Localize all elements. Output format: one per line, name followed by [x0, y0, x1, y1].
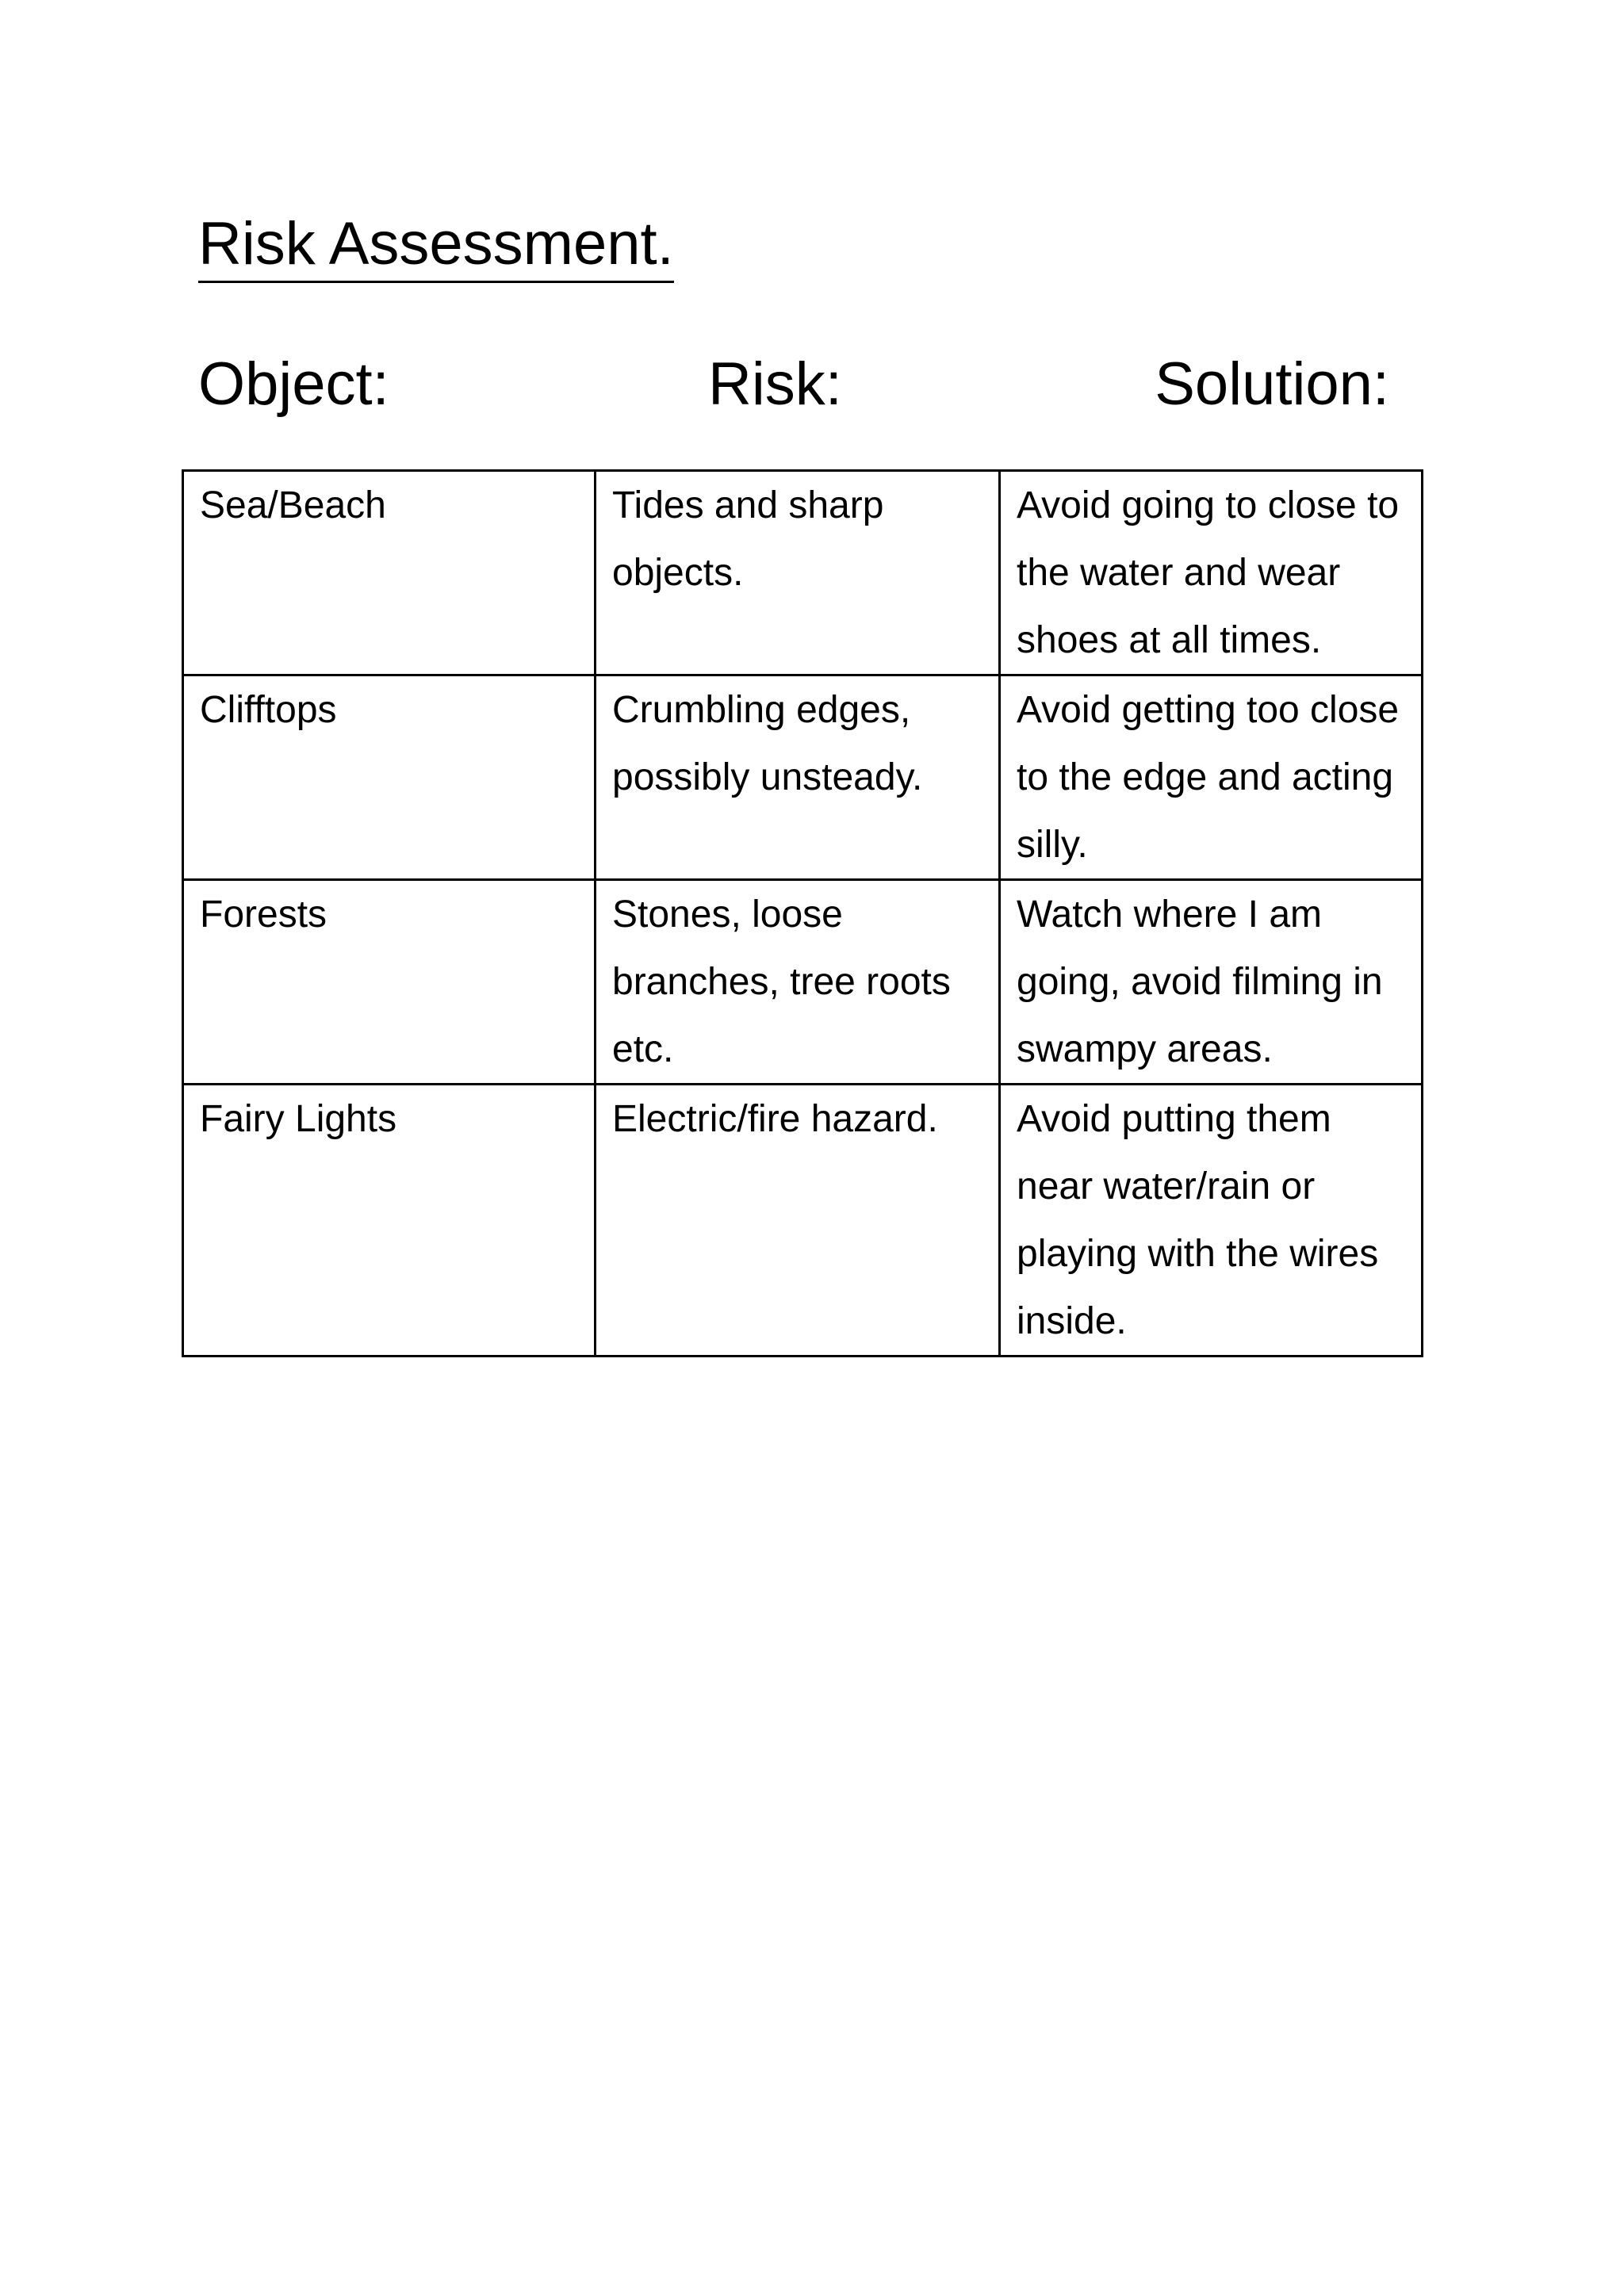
risk-cell: Tides and sharp objects. [596, 471, 1000, 675]
risk-heading: Risk: [708, 350, 842, 418]
solution-cell: Watch where I am going, avoid filming in swampy areas. [1000, 880, 1423, 1085]
object-cell: Sea/Beach [183, 471, 596, 675]
object-cell: Fairy Lights [183, 1085, 596, 1357]
table-row [183, 471, 1423, 675]
object-cell: Clifftops [183, 675, 596, 880]
solution-cell: Avoid going to close to the water and wear shoes at all times. [1000, 471, 1423, 675]
solution-cell: Avoid putting them near water/rain or playing with the wires inside. [1000, 1085, 1423, 1357]
object-heading: Object: [198, 350, 389, 418]
table-row [183, 1085, 1423, 1357]
page-title: Risk Assessment. [198, 214, 674, 283]
table-row [183, 675, 1423, 880]
risk-table [182, 469, 1423, 1357]
risk-cell: Stones, loose branches, tree roots etc. [596, 880, 1000, 1085]
risk-cell: Crumbling edges, possibly unsteady. [596, 675, 1000, 880]
risk-cell: Electric/fire hazard. [596, 1085, 1000, 1357]
object-cell: Forests [183, 880, 596, 1085]
table-row [183, 880, 1423, 1085]
solution-heading: Solution: [1155, 350, 1389, 418]
solution-cell: Avoid getting too close to the edge and acting silly. [1000, 675, 1423, 880]
